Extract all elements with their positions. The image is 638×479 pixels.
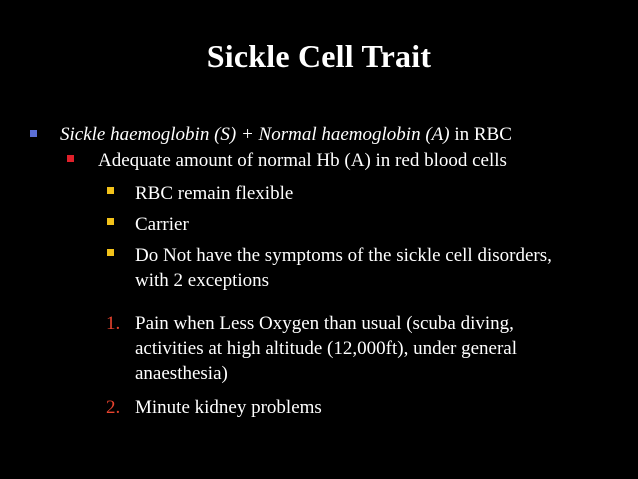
level1-plain-text: in RBC — [449, 124, 512, 145]
level1-bullet-icon — [30, 130, 37, 137]
level1-text — [60, 122, 512, 147]
level2-text: Adequate amount of normal Hb (A) in red blood cells — [98, 150, 507, 171]
level3-item: RBC remain flexible — [135, 183, 294, 204]
level3-item: Carrier — [135, 214, 189, 235]
level3-bullet-icon — [107, 218, 114, 225]
level3-item: Do Not have the symptoms of the sickle cell disorders, — [135, 245, 552, 266]
slide-title: Sickle Cell Trait — [206, 38, 432, 74]
numbered-item-line: Pain when Less Oxygen than usual (scuba diving, — [135, 313, 514, 334]
level3-bullet-icon — [107, 249, 114, 256]
numbered-item-line: Minute kidney problems — [135, 397, 322, 418]
level1-italic-text: Sickle haemoglobin (S) + Normal haemoglobin (A) — [60, 124, 450, 145]
level3-item-continuation: with 2 exceptions — [135, 270, 270, 291]
numbered-item-line: anaesthesia) — [135, 363, 228, 384]
level3-bullet-icon — [107, 187, 114, 194]
numbered-marker: 2. — [106, 397, 121, 418]
numbered-marker: 1. — [106, 313, 121, 334]
numbered-item-line: activities at high altitude (12,000ft), under general — [135, 338, 517, 359]
level2-bullet-icon — [67, 155, 74, 162]
